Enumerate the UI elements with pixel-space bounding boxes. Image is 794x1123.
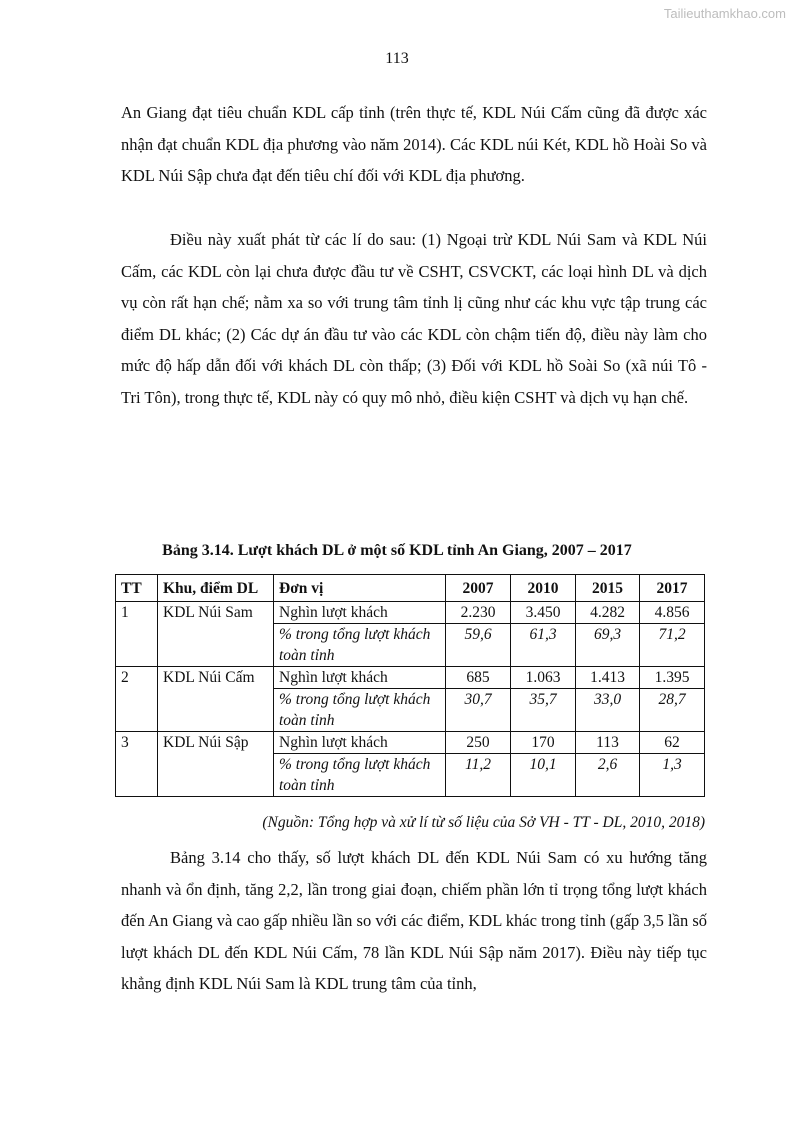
row-area-name: KDL Núi Sập [158,732,274,797]
row-tt: 1 [116,602,158,667]
cell-value: 61,3 [511,624,576,667]
row-tt: 2 [116,667,158,732]
cell-value: 69,3 [576,624,640,667]
cell-value: 4.282 [576,602,640,624]
cell-value: 33,0 [576,689,640,732]
cell-value: 35,7 [511,689,576,732]
cell-value: 1.413 [576,667,640,689]
row-unit-visitors: Nghìn lượt khách [274,732,446,754]
cell-value: 62 [640,732,705,754]
cell-value: 59,6 [446,624,511,667]
watermark: Tailieuthamkhao.com [663,6,786,21]
header-2017: 2017 [640,575,705,602]
cell-value: 10,1 [511,754,576,797]
paragraph-reasons: Điều này xuất phát từ các lí do sau: (1) Ngoại trừ KDL Núi Sam và KDL Núi Cấm, các KDL còn lại chưa được đầu tư về CSHT, CSVCKT, các loại hình DL và dịch vụ còn rất hạn chế; nằm xa so với trung tâm tỉnh lị cũng như các khu vực tập trung các điểm DL khác; (2) Các dự án đầu tư vào các KDL còn chậm tiến độ, điều này làm cho mức độ hấp dẫn đối với khách DL còn thấp; (3) Đối với KDL hồ Soài So (xã núi Tô - Tri Tôn), trong thực tế, KDL này có quy mô nhỏ, điều kiện CSHT và dịch vụ hạn chế. [121,230,707,407]
cell-value: 1.395 [640,667,705,689]
row-tt: 3 [116,732,158,797]
table-header-row [116,575,705,602]
paragraph-analysis: Bảng 3.14 cho thấy, số lượt khách DL đến KDL Núi Sam có xu hướng tăng nhanh và ổn định, tăng 2,2, lần trong giai đoạn, chiếm phần lớn tỉ trọng tổng lượt khách đến An Giang và cao gấp nhiều lần so với các điểm, KDL khác trong tỉnh (gấp 3,5 lần số lượt khách DL đến KDL Núi Cấm, 78 lần KDL Núi Sập năm 2017). Điều này tiếp tục khẳng định KDL Núi Sam là KDL trung tâm của tỉnh, [121,848,707,993]
header-2015: 2015 [576,575,640,602]
row-area-name: KDL Núi Cấm [158,667,274,732]
row-unit-visitors: Nghìn lượt khách [274,602,446,624]
header-area: Khu, điểm DL [158,575,274,602]
cell-value: 1.063 [511,667,576,689]
visitor-table [115,574,705,797]
header-unit: Đơn vị [274,575,446,602]
row-unit-visitors: Nghìn lượt khách [274,667,446,689]
header-tt: TT [116,575,158,602]
cell-value: 2,6 [576,754,640,797]
cell-value: 28,7 [640,689,705,732]
cell-value: 71,2 [640,624,705,667]
cell-value: 30,7 [446,689,511,732]
table-row [116,667,705,689]
table-source: (Nguồn: Tổng hợp và xử lí từ số liệu của Sở VH - TT - DL, 2010, 2018) [262,814,705,831]
table-row [116,602,705,624]
paragraph-continuation: An Giang đạt tiêu chuẩn KDL cấp tỉnh (trên thực tế, KDL Núi Cấm cũng đã được xác nhận đạt chuẩn KDL địa phương vào năm 2014). Các KDL núi Két, KDL hồ Hoài So và KDL Núi Sập chưa đạt đến tiêu chí đối với KDL địa phương. [121,103,707,185]
table-row [116,732,705,754]
cell-value: 170 [511,732,576,754]
table-title: Bảng 3.14. Lượt khách DL ở một số KDL tỉnh An Giang, 2007 – 2017 [162,542,632,559]
cell-value: 113 [576,732,640,754]
cell-value: 1,3 [640,754,705,797]
row-unit-percent: % trong tổng lượt khách toàn tỉnh [274,689,446,732]
cell-value: 11,2 [446,754,511,797]
cell-value: 3.450 [511,602,576,624]
cell-value: 685 [446,667,511,689]
row-unit-percent: % trong tổng lượt khách toàn tỉnh [274,754,446,797]
cell-value: 4.856 [640,602,705,624]
page-number: 113 [385,50,409,67]
row-area-name: KDL Núi Sam [158,602,274,667]
row-unit-percent: % trong tổng lượt khách toàn tỉnh [274,624,446,667]
header-2007: 2007 [446,575,511,602]
cell-value: 250 [446,732,511,754]
header-2010: 2010 [511,575,576,602]
cell-value: 2.230 [446,602,511,624]
